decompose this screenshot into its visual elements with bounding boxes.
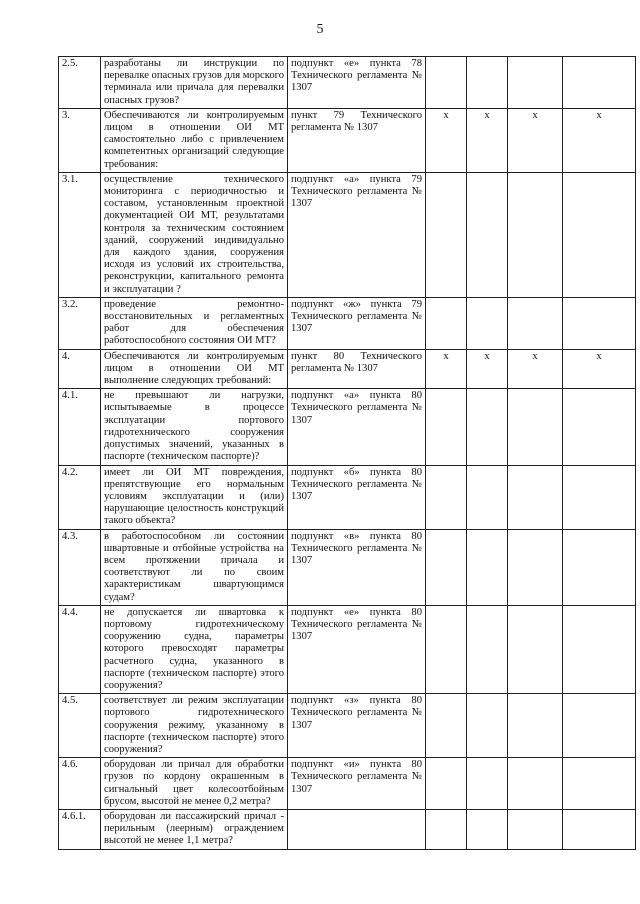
answer-cell-yes: x (426, 108, 467, 172)
question-text: оборудован ли пассажирский причал - перильным (леерным) ограждением высотой не менее 1,1 метра? (101, 809, 288, 849)
answer-cell-no (467, 57, 508, 109)
table-row (59, 57, 636, 109)
answer-cell-yes (426, 758, 467, 810)
answer-cell-note (563, 389, 636, 465)
answer-cell-na (508, 465, 563, 529)
answer-cell-note: x (563, 108, 636, 172)
item-number: 4.2. (59, 465, 101, 529)
answer-cell-yes (426, 809, 467, 849)
question-text: Обеспечиваются ли контролируемым лицом в отношении ОИ МТ самостоятельно либо с привлечением компетентных организаций следующие требования: (101, 108, 288, 172)
legal-reference (288, 809, 426, 849)
answer-cell-na (508, 297, 563, 349)
answer-cell-no (467, 758, 508, 810)
legal-reference: пункт 80 Технического регламента № 1307 (288, 349, 426, 389)
answer-cell-na (508, 758, 563, 810)
answer-cell-na (508, 529, 563, 605)
answer-cell-na (508, 172, 563, 297)
answer-cell-na: x (508, 108, 563, 172)
table-row (59, 465, 636, 529)
legal-reference: подпункт «в» пункта 80 Технического регламента № 1307 (288, 529, 426, 605)
answer-cell-yes (426, 465, 467, 529)
item-number: 3. (59, 108, 101, 172)
item-number: 4.4. (59, 605, 101, 693)
answer-cell-note (563, 57, 636, 109)
answer-cell-note (563, 465, 636, 529)
item-number: 4.6. (59, 758, 101, 810)
answer-cell-no (467, 172, 508, 297)
checklist-table (58, 56, 636, 850)
legal-reference: подпункт «и» пункта 80 Технического регламента № 1307 (288, 758, 426, 810)
table-row (59, 605, 636, 693)
question-text: оборудован ли причал для обработки грузов по кордону окрашенным в сигнальный цвет колесоотбойным брусом, высотой не менее 0,2 метра? (101, 758, 288, 810)
legal-reference: пункт 79 Технического регламента № 1307 (288, 108, 426, 172)
item-number: 4.1. (59, 389, 101, 465)
answer-cell-yes (426, 605, 467, 693)
answer-cell-no (467, 529, 508, 605)
item-number: 4.5. (59, 694, 101, 758)
item-number: 3.2. (59, 297, 101, 349)
answer-cell-na: x (508, 349, 563, 389)
table-row (59, 297, 636, 349)
answer-cell-note (563, 809, 636, 849)
answer-cell-note (563, 605, 636, 693)
answer-cell-no (467, 389, 508, 465)
legal-reference: подпункт «б» пункта 80 Технического регламента № 1307 (288, 465, 426, 529)
answer-cell-yes (426, 694, 467, 758)
item-number: 3.1. (59, 172, 101, 297)
answer-cell-no: x (467, 349, 508, 389)
answer-cell-yes (426, 172, 467, 297)
table-row (59, 349, 636, 389)
table-row (59, 172, 636, 297)
answer-cell-na (508, 605, 563, 693)
legal-reference: подпункт «е» пункта 80 Технического регламента № 1307 (288, 605, 426, 693)
question-text: имеет ли ОИ МТ повреждения, препятствующие его нормальным условиям эксплуатации и (или) нарушающие целостность конструкций такого объекта? (101, 465, 288, 529)
answer-cell-note: x (563, 349, 636, 389)
answer-cell-note (563, 529, 636, 605)
question-text: в работоспособном ли состоянии швартовные и отбойные устройства на всем протяжении причала и соответствуют ли по своим характеристикам швартующимся судам? (101, 529, 288, 605)
answer-cell-no: x (467, 108, 508, 172)
answer-cell-note (563, 758, 636, 810)
answer-cell-no (467, 465, 508, 529)
answer-cell-yes (426, 297, 467, 349)
question-text: осуществление технического мониторинга с периодичностью и составом, установленным проектной документацией ОИ МТ, результатами контроля за техническим состоянием зданий, сооружений индивидуально для каждого здания, сооружения исходя из условий их строительства, реконструкции, капитального ремонта и эксплуатации ? (101, 172, 288, 297)
table-row (59, 694, 636, 758)
legal-reference: подпункт «ж» пункта 79 Технического регламента № 1307 (288, 297, 426, 349)
answer-cell-no (467, 297, 508, 349)
page-number: 5 (316, 22, 324, 37)
table-row (59, 758, 636, 810)
legal-reference: подпункт «а» пункта 80 Технического регламента № 1307 (288, 389, 426, 465)
answer-cell-no (467, 809, 508, 849)
legal-reference: подпункт «а» пункта 79 Технического регламента № 1307 (288, 172, 426, 297)
legal-reference: подпункт «з» пункта 80 Технического регламента № 1307 (288, 694, 426, 758)
answer-cell-yes (426, 57, 467, 109)
question-text: не допускается ли швартовка к портовому гидротехническому сооружению судна, параметры которого превосходят параметры расчетного судна, указанного в паспорте (техническом паспорте) этого сооружения? (101, 605, 288, 693)
answer-cell-note (563, 297, 636, 349)
question-text: не превышают ли нагрузки, испытываемые в процессе эксплуатации портового гидротехнического сооружения допустимых значений, указанных в паспорте (техническом паспорте)? (101, 389, 288, 465)
item-number: 2.5. (59, 57, 101, 109)
answer-cell-note (563, 694, 636, 758)
answer-cell-na (508, 809, 563, 849)
checklist-body (59, 57, 636, 850)
answer-cell-yes (426, 529, 467, 605)
table-row (59, 108, 636, 172)
answer-cell-na (508, 694, 563, 758)
table-row (59, 529, 636, 605)
question-text: проведение ремонтно-восстановительных и регламентных работ для обеспечения работоспособного состояния ОИ МТ? (101, 297, 288, 349)
item-number: 4. (59, 349, 101, 389)
legal-reference: подпункт «е» пункта 78 Технического регламента № 1307 (288, 57, 426, 109)
answer-cell-no (467, 694, 508, 758)
answer-cell-no (467, 605, 508, 693)
answer-cell-na (508, 57, 563, 109)
answer-cell-yes (426, 389, 467, 465)
item-number: 4.6.1. (59, 809, 101, 849)
answer-cell-note (563, 172, 636, 297)
question-text: разработаны ли инструкции по перевалке опасных грузов для морского терминала или причала для перевалки опасных грузов? (101, 57, 288, 109)
answer-cell-yes: x (426, 349, 467, 389)
question-text: соответствует ли режим эксплуатации портового гидротехнического сооружения режиму, указанному в паспорте (техническом паспорте) этого сооружения? (101, 694, 288, 758)
question-text: Обеспечиваются ли контролируемым лицом в отношении ОИ МТ выполнение следующих требований: (101, 349, 288, 389)
table-row (59, 389, 636, 465)
table-row (59, 809, 636, 849)
answer-cell-na (508, 389, 563, 465)
item-number: 4.3. (59, 529, 101, 605)
